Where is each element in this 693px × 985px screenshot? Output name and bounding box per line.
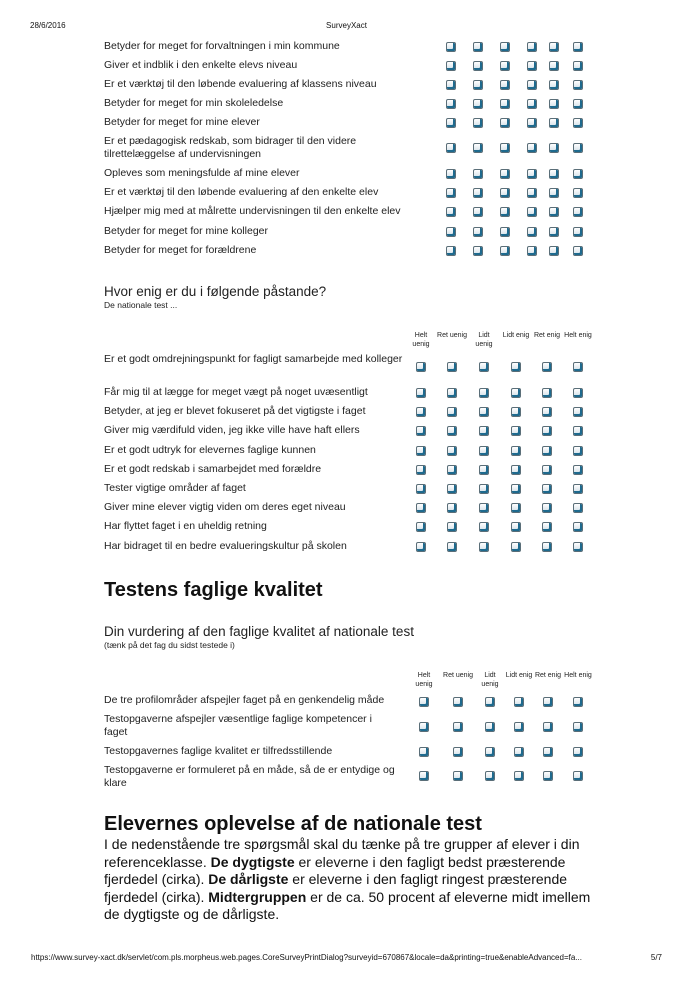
answer-checkbox[interactable] [447,407,457,417]
answer-checkbox[interactable] [479,388,489,398]
answer-checkbox[interactable] [514,697,524,707]
answer-checkbox[interactable] [479,465,489,475]
answer-checkbox[interactable] [446,207,456,217]
answer-checkbox[interactable] [473,118,483,128]
answer-checkbox[interactable] [511,446,521,456]
answer-checkbox[interactable] [573,484,583,494]
answer-checkbox[interactable] [542,522,552,532]
answer-checkbox[interactable] [473,207,483,217]
answer-checkbox[interactable] [527,42,537,52]
column-header: Helt enig [564,332,592,339]
answer-checkbox[interactable] [573,143,583,153]
answer-checkbox[interactable] [573,465,583,475]
question-item: Er et pædagogisk redskab, som bidrager til den videre tilrettelæggelse af undervisningen [104,135,357,160]
answer-checkbox[interactable] [446,143,456,153]
answer-checkbox[interactable] [527,227,537,237]
answer-checkbox[interactable] [447,503,457,513]
footer-url: https://www.survey-xact.dk/servlet/com.pls.morpheus.web.pages.CoreSurveyPrintDialog?surveyid=670867&locale=da&printing=true&enableAdvanced=fa... [31,953,582,962]
answer-checkbox[interactable] [446,61,456,71]
answer-checkbox[interactable] [446,99,456,109]
answer-checkbox[interactable] [527,188,537,198]
answer-checkbox[interactable] [473,246,483,256]
question-subtitle: De nationale test ... [104,300,178,310]
answer-checkbox[interactable] [419,697,429,707]
answer-checkbox[interactable] [500,143,510,153]
answer-checkbox[interactable] [447,426,457,436]
answer-checkbox[interactable] [542,503,552,513]
answer-checkbox[interactable] [542,362,552,372]
answer-checkbox[interactable] [573,169,583,179]
answer-checkbox[interactable] [549,118,559,128]
question-item: Er et værktøj til den løbende evaluering af klassens niveau [104,78,377,90]
answer-checkbox[interactable] [573,388,583,398]
answer-checkbox[interactable] [511,407,521,417]
answer-checkbox[interactable] [511,484,521,494]
intro-bold: De dygtigste [210,853,295,870]
answer-checkbox[interactable] [447,465,457,475]
question-item: Testopgaverne er formuleret på en måde, så de er entydige og klare [104,764,395,789]
question-item: Er et godt omdrejningspunkt for fagligt samarbejde med kolleger [104,353,403,365]
question-item: Giver et indblik i den enkelte elevs niveau [104,59,298,71]
answer-checkbox[interactable] [500,227,510,237]
column-header: Helt enig [564,672,592,679]
answer-checkbox[interactable] [453,771,463,781]
answer-checkbox[interactable] [573,722,583,732]
answer-checkbox[interactable] [500,118,510,128]
answer-checkbox[interactable] [573,771,583,781]
answer-checkbox[interactable] [573,522,583,532]
answer-checkbox[interactable] [511,465,521,475]
answer-checkbox[interactable] [573,42,583,52]
column-header: Ret enig [534,672,562,679]
column-header: Ret uenig [443,672,473,679]
answer-checkbox[interactable] [446,42,456,52]
answer-checkbox[interactable] [549,99,559,109]
answer-checkbox[interactable] [542,388,552,398]
answer-checkbox[interactable] [514,747,524,757]
question-item: Betyder for meget for forældrene [104,244,257,256]
section-heading: Testens faglige kvalitet [104,579,323,601]
answer-checkbox[interactable] [573,246,583,256]
answer-checkbox[interactable] [542,426,552,436]
answer-checkbox[interactable] [446,169,456,179]
answer-checkbox[interactable] [485,771,495,781]
answer-checkbox[interactable] [573,118,583,128]
answer-checkbox[interactable] [447,446,457,456]
answer-checkbox[interactable] [543,697,553,707]
question-item: Har bidraget til en bedre evalueringskultur på skolen [104,540,347,552]
answer-checkbox[interactable] [416,503,426,513]
answer-checkbox[interactable] [416,542,426,552]
answer-checkbox[interactable] [446,118,456,128]
answer-checkbox[interactable] [573,188,583,198]
answer-checkbox[interactable] [549,188,559,198]
answer-checkbox[interactable] [473,227,483,237]
question-item: Testopgaverne afspejler væsentlige faglige kompetencer i faget [104,713,372,738]
answer-checkbox[interactable] [511,503,521,513]
answer-checkbox[interactable] [500,80,510,90]
answer-checkbox[interactable] [479,522,489,532]
answer-checkbox[interactable] [573,227,583,237]
answer-checkbox[interactable] [527,61,537,71]
answer-checkbox[interactable] [543,771,553,781]
answer-checkbox[interactable] [473,99,483,109]
answer-checkbox[interactable] [419,722,429,732]
answer-checkbox[interactable] [479,407,489,417]
answer-checkbox[interactable] [511,388,521,398]
answer-checkbox[interactable] [416,465,426,475]
answer-checkbox[interactable] [485,722,495,732]
answer-checkbox[interactable] [573,407,583,417]
question-item: Hjælper mig med at målrette undervisningen til den enkelte elev [104,205,401,217]
answer-checkbox[interactable] [446,227,456,237]
question-item: Betyder for meget for mine elever [104,116,260,128]
answer-checkbox[interactable] [473,80,483,90]
answer-checkbox[interactable] [527,80,537,90]
question-item: Betyder for meget for forvaltningen i min kommune [104,40,340,52]
answer-checkbox[interactable] [485,697,495,707]
answer-checkbox[interactable] [479,362,489,372]
answer-checkbox[interactable] [500,169,510,179]
answer-checkbox[interactable] [473,61,483,71]
answer-checkbox[interactable] [542,484,552,494]
answer-checkbox[interactable] [549,246,559,256]
question-item: Tester vigtige områder af faget [104,482,246,494]
column-header: Ret uenig [437,332,467,339]
answer-checkbox[interactable] [416,362,426,372]
answer-checkbox[interactable] [549,207,559,217]
answer-checkbox[interactable] [527,99,537,109]
answer-checkbox[interactable] [573,503,583,513]
answer-checkbox[interactable] [447,362,457,372]
answer-checkbox[interactable] [542,542,552,552]
column-header: Helt uenig [412,332,430,348]
answer-checkbox[interactable] [549,143,559,153]
answer-checkbox[interactable] [514,722,524,732]
answer-checkbox[interactable] [573,207,583,217]
answer-checkbox[interactable] [500,207,510,217]
question-item: Testopgavernes faglige kvalitet er tilfredsstillende [104,745,333,757]
answer-checkbox[interactable] [485,747,495,757]
answer-checkbox[interactable] [473,42,483,52]
answer-checkbox[interactable] [511,362,521,372]
answer-checkbox[interactable] [500,246,510,256]
question-item: Giver mig værdifuld viden, jeg ikke ville have haft ellers [104,424,360,436]
answer-checkbox[interactable] [527,246,537,256]
answer-checkbox[interactable] [416,407,426,417]
answer-checkbox[interactable] [573,446,583,456]
section-intro [104,836,604,924]
answer-checkbox[interactable] [573,697,583,707]
page-number: 5/7 [650,953,662,962]
answer-checkbox[interactable] [453,747,463,757]
answer-checkbox[interactable] [419,747,429,757]
answer-checkbox[interactable] [549,227,559,237]
question-item: Er et værktøj til den løbende evaluering af den enkelte elev [104,186,379,198]
print-date: 28/6/2016 [30,21,66,30]
question-item: Får mig til at lægge for meget vægt på noget uvæsentligt [104,386,368,398]
answer-checkbox[interactable] [479,484,489,494]
answer-checkbox[interactable] [543,722,553,732]
answer-checkbox[interactable] [511,522,521,532]
answer-checkbox[interactable] [573,426,583,436]
answer-checkbox[interactable] [416,522,426,532]
answer-checkbox[interactable] [446,246,456,256]
answer-checkbox[interactable] [473,188,483,198]
answer-checkbox[interactable] [416,388,426,398]
answer-checkbox[interactable] [500,188,510,198]
question-item: Betyder, at jeg er blevet fokuseret på det vigtigste i faget [104,405,366,417]
answer-checkbox[interactable] [447,522,457,532]
answer-checkbox[interactable] [479,503,489,513]
intro-text: er de ca. 50 procent af eleverne midt imellem de dygtigste og de dårligste. [104,888,591,922]
column-header: Lidt enig [502,332,530,339]
answer-checkbox[interactable] [416,446,426,456]
question-title: Hvor enig er du i følgende påstande? [104,284,327,299]
answer-checkbox[interactable] [446,80,456,90]
question-item: Giver mine elever vigtig viden om deres eget niveau [104,501,346,513]
question-item: Er et godt redskab i samarbejdet med forældre [104,463,322,475]
intro-text: er eleverne i den fagligt bedst præsterende fjerdedel (cirka). [104,853,566,887]
intro-text: I de nedenstående tre spørgsmål skal du tænke på tre grupper af elever i din referenceklasse. [104,836,580,870]
answer-checkbox[interactable] [549,61,559,71]
answer-checkbox[interactable] [514,771,524,781]
answer-checkbox[interactable] [447,388,457,398]
answer-checkbox[interactable] [447,542,457,552]
question-title: Din vurdering af den faglige kvalitet af nationale test [104,624,414,639]
column-header: Lidt uenig [481,672,499,688]
answer-checkbox[interactable] [549,80,559,90]
print-title: SurveyXact [326,21,367,30]
answer-checkbox[interactable] [511,542,521,552]
intro-bold: Midtergruppen [208,888,307,905]
intro-text: er eleverne i den fagligt ringest præsterende fjerdedel (cirka). [104,871,568,905]
answer-checkbox[interactable] [542,407,552,417]
answer-checkbox[interactable] [527,143,537,153]
column-header: Helt uenig [415,672,433,688]
answer-checkbox[interactable] [416,426,426,436]
answer-checkbox[interactable] [573,61,583,71]
answer-checkbox[interactable] [549,169,559,179]
answer-checkbox[interactable] [511,426,521,436]
answer-checkbox[interactable] [573,99,583,109]
question-item: Er et godt udtryk for elevernes faglige kunnen [104,444,316,456]
answer-checkbox[interactable] [479,542,489,552]
answer-checkbox[interactable] [500,61,510,71]
answer-checkbox[interactable] [573,542,583,552]
answer-checkbox[interactable] [573,747,583,757]
answer-checkbox[interactable] [500,42,510,52]
answer-checkbox[interactable] [527,118,537,128]
answer-checkbox[interactable] [573,80,583,90]
question-item: Opleves som meningsfulde af mine elever [104,167,300,179]
answer-checkbox[interactable] [419,771,429,781]
answer-checkbox[interactable] [479,426,489,436]
answer-checkbox[interactable] [473,169,483,179]
answer-checkbox[interactable] [527,207,537,217]
answer-checkbox[interactable] [446,188,456,198]
question-item: De tre profilområder afspejler faget på en genkendelig måde [104,694,385,706]
section-heading: Elevernes oplevelse af de nationale test [104,813,482,835]
answer-checkbox[interactable] [479,446,489,456]
answer-checkbox[interactable] [500,99,510,109]
question-item: Betyder for meget for min skoleledelse [104,97,284,109]
answer-checkbox[interactable] [543,747,553,757]
question-subtitle: (tænk på det fag du sidst testede i) [104,640,235,650]
answer-checkbox[interactable] [453,697,463,707]
column-header: Lidt enig [505,672,533,679]
question-item: Har flyttet faget i en uheldig retning [104,520,267,532]
answer-checkbox[interactable] [542,465,552,475]
answer-checkbox[interactable] [542,446,552,456]
answer-checkbox[interactable] [453,722,463,732]
answer-checkbox[interactable] [573,362,583,372]
answer-checkbox[interactable] [447,484,457,494]
answer-checkbox[interactable] [527,169,537,179]
column-header: Ret enig [533,332,561,339]
answer-checkbox[interactable] [473,143,483,153]
intro-bold: De dårligste [208,871,289,887]
answer-checkbox[interactable] [416,484,426,494]
column-header: Lidt uenig [475,332,493,348]
question-item: Betyder for meget for mine kolleger [104,225,268,237]
answer-checkbox[interactable] [549,42,559,52]
